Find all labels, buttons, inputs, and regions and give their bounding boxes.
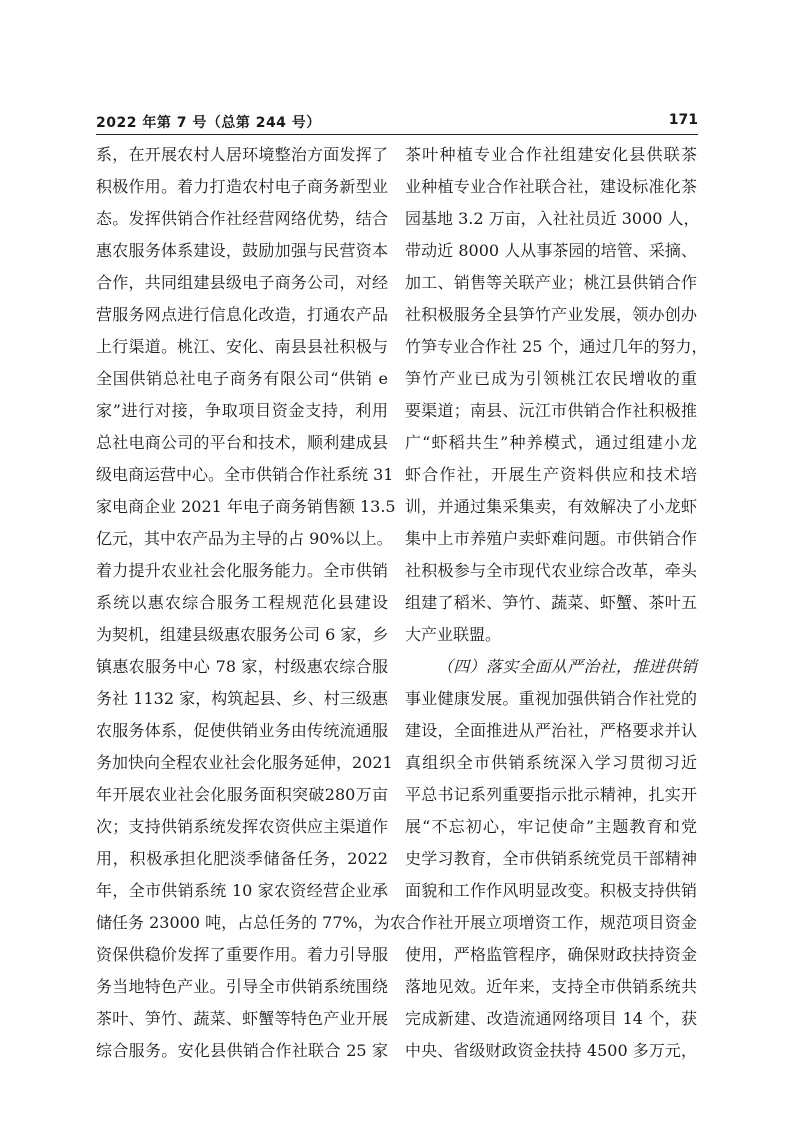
text-line: 务社 1132 家，构筑起县、乡、村三级惠 [96, 689, 388, 708]
text-line: 加工、销售等关联产业；桃江县供销合作 [405, 273, 697, 292]
text-line: 组建了稻米、笋竹、蔬菜、虾蟹、茶叶五 [405, 593, 697, 612]
text-line: 上行渠道。桃江、安化、南县县社积极与 [96, 337, 388, 356]
text-line: 着力提升农业社会化服务能力。全市供销 [96, 561, 388, 580]
text-line: 务加快向全程农业社会化服务延伸，2021 [96, 753, 393, 772]
text-line: 亿元，其中农产品为主导的占 90%以上。 [96, 529, 393, 548]
text-line: 业种植专业合作社联合社，建设标准化茶 [405, 177, 697, 196]
text-line: 用，积极承担化肥淡季储备任务，2022 [96, 849, 388, 868]
text-line: 年开展农业社会化服务面积突破280万亩 [96, 785, 388, 804]
text-line: 家电商企业 2021 年电子商务销售额 13.5 [96, 497, 396, 516]
text-line: 平总书记系列重要指示批示精神，扎实开 [405, 785, 697, 804]
text-line: 次；支持供销系统发挥农资供应主渠道作 [96, 817, 388, 836]
text-line: 茶叶、笋竹、蔬菜、虾蟹等特色产业开展 [96, 1009, 388, 1028]
text-line: 使用，严格监管程序，确保财政扶持资金 [405, 945, 697, 964]
running-header [96, 112, 698, 134]
text-line: 系统以惠农综合服务工程规范化县建设 [96, 593, 388, 612]
header-rule [96, 134, 698, 135]
text-line: 建设，全面推进从严治社，严格要求并认 [405, 721, 697, 740]
text-line: 系，在开展农村人居环境整治方面发挥了 [96, 145, 388, 164]
text-line: 全国供销总社电子商务有限公司“供销 e [96, 369, 388, 388]
text-line: 虾合作社，开展生产资料供应和技术培 [405, 465, 697, 484]
text-line: 务当地特色产业。引导全市供销系统围绕 [96, 977, 388, 996]
text-line: 集中上市养殖户卖虾难问题。市供销合作 [405, 529, 697, 548]
text-line: 事业健康发展。重视加强供销合作社党的 [405, 689, 697, 708]
text-line: 家”进行对接，争取项目资金支持，利用 [96, 401, 388, 420]
text-line: 态。发挥供销合作社经营网络优势，结合 [96, 209, 388, 228]
text-line: 年，全市供销系统 10 家农资经营企业承 [96, 881, 388, 900]
text-line: 园基地 3.2 万亩，入社社员近 3000 人， [405, 209, 700, 228]
text-line: 合作，共同组建县级电子商务公司，对经 [96, 273, 388, 292]
text-line: 真组织全市供销系统深入学习贯彻习近 [405, 753, 697, 772]
text-line: 训，并通过集采集卖，有效解决了小龙虾 [405, 497, 697, 516]
text-line: 社积极服务全县笋竹产业发展，领办创办 [405, 305, 697, 324]
text-line: 完成新建、改造流通网络项目 14 个，获 [405, 1009, 697, 1028]
right-column [405, 139, 708, 1067]
text-line: 广“虾稻共生”种养模式，通过组建小龙 [405, 433, 697, 452]
text-line: 中央、省级财政资金扶持 4500 多万元， [405, 1041, 697, 1060]
text-line: 落地见效。近年来，支持全市供销系统共 [405, 977, 697, 996]
text-line: 资保供稳价发挥了重要作用。着力引导服 [96, 945, 388, 964]
text-line: 惠农服务体系建设，鼓励加强与民营资本 [96, 241, 388, 260]
text-line: 带动近 8000 人从事茶园的培管、采摘、 [405, 241, 697, 260]
text-line: 竹笋专业合作社 25 个，通过几年的努力， [405, 337, 708, 356]
text-line: 展“不忘初心，牢记使命”主题教育和党 [405, 817, 697, 836]
text-line: 营服务网点进行信息化改造，打通农产品 [96, 305, 388, 324]
text-line: 史学习教育，全市供销系统党员干部精神 [405, 849, 697, 868]
text-line: 储任务 23000 吨，占总任务的 77%，为农 [96, 913, 406, 932]
text-line: 综合服务。安化县供销合作社联合 25 家 [96, 1041, 388, 1060]
text-line: 总社电商公司的平台和技术，顺利建成县 [96, 433, 388, 452]
section-heading: （四）落实全面从严治社，推进供销 [437, 657, 697, 676]
issue-label: 2022 年第 7 号（总第 244 号） [96, 115, 321, 131]
text-line: 为契机，组建县级惠农服务公司 6 家，乡 [96, 625, 389, 644]
text-line: 要渠道；南县、沅江市供销合作社积极推 [405, 401, 697, 420]
text-line: 大产业联盟。 [405, 625, 502, 644]
left-column [96, 139, 406, 1067]
text-line: 级电商运营中心。全市供销合作社系统 31 [96, 465, 394, 484]
text-line: 笋竹产业已成为引领桃江农民增收的重 [405, 369, 697, 388]
text-line: 社积极参与全市现代农业综合改革，牵头 [405, 561, 697, 580]
text-line: 积极作用。着力打造农村电子商务新型业 [96, 177, 388, 196]
text-line: 镇惠农服务中心 78 家，村级惠农综合服 [96, 657, 388, 676]
page-number: 171 [668, 112, 698, 128]
text-line: 农服务体系，促使供销业务由传统流通服 [96, 721, 388, 740]
text-line: 茶叶种植专业合作社组建安化县供联茶 [405, 145, 697, 164]
text-line: 面貌和工作作风明显改变。积极支持供销 [405, 881, 697, 900]
text-line: 合作社开展立项增资工作，规范项目资金 [405, 913, 697, 932]
